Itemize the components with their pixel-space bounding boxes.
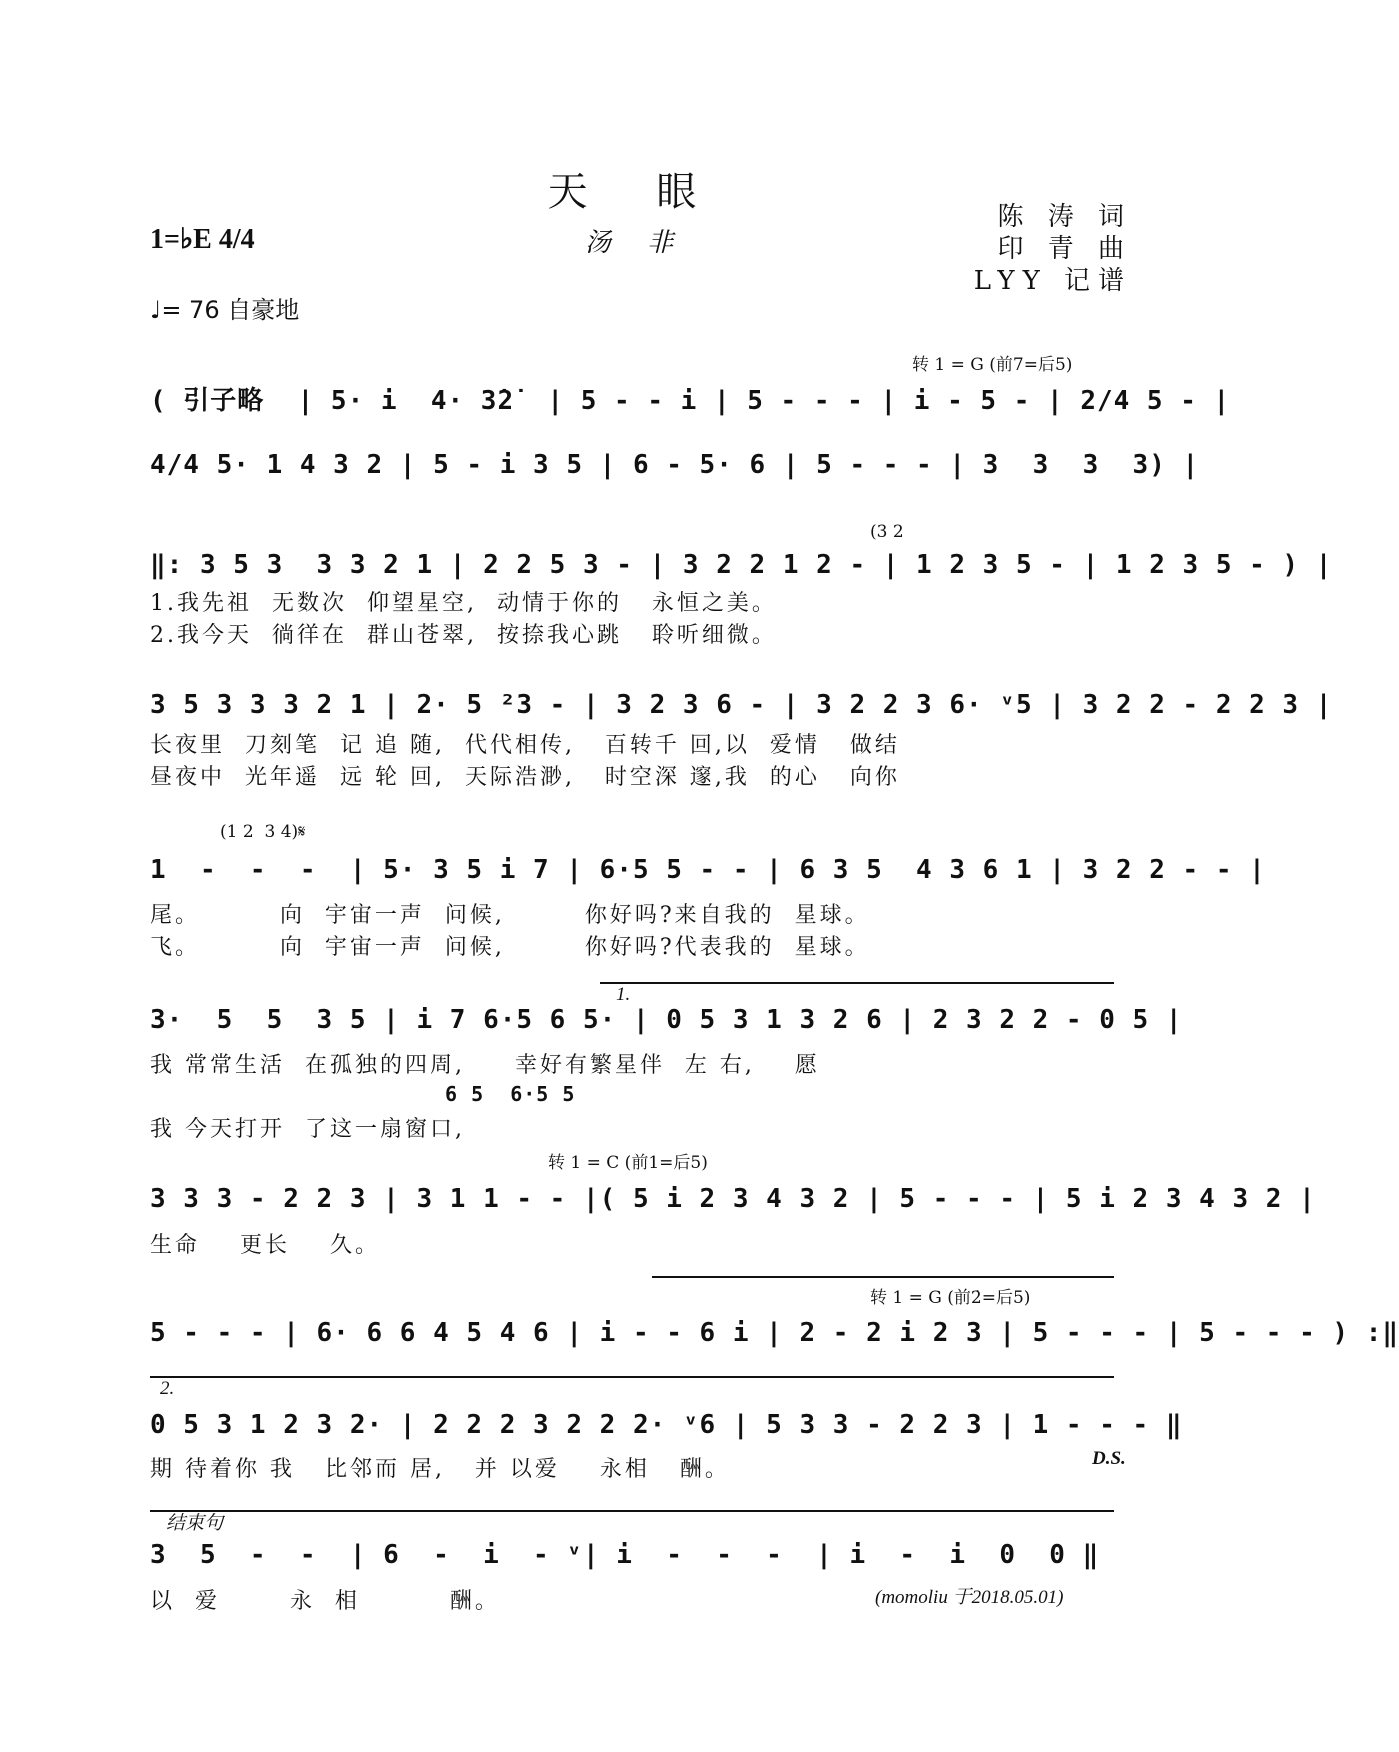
- key-signature: 1=♭E 4/4: [150, 224, 255, 255]
- lyric-row-10: 期 待着你 我 比邻而 居, 并 以爱 永相 酬。: [150, 1457, 730, 1482]
- notation-row-6: 3· 5 5 3 5 | i 7 6·5 6 5· | 0 5 3 1 3 2 6 | 2 3 2 2 - 0 5 |: [150, 1005, 1183, 1035]
- notation-row-5: 1 - - - | 5· 3 5 i 7 | 6·5 5 - - | 6 3 5 4 3 6 1 | 3 2 2 - - |: [150, 855, 1266, 885]
- volta-line-1b: [652, 1276, 1114, 1278]
- transcription-credit: (momoliu 于2018.05.01): [875, 1587, 1064, 1608]
- ending-2-label: 2.: [160, 1378, 175, 1399]
- lyric-row-5: 尾。 向 宇宙一声 问候, 你好吗?来自我的 星球。: [150, 903, 870, 928]
- alternate-notes: 6 5 6·5 5: [445, 1082, 576, 1106]
- notation-row-3: ‖: 3 5 3 3 3 2 1 | 2 2 5 3 - | 3 2 2 1 2 - | 1 2 3 5 - | 1 2 3 5 - ) |: [150, 550, 1333, 580]
- notation-row-8: 5 - - - | 6· 6 6 4 5 4 6 | i - - 6 i | 2 - 2 i 2 3 | 5 - - - | 5 - - - ) :‖: [150, 1318, 1399, 1348]
- transcriber-credit: LYY 记谱: [973, 266, 1132, 296]
- modulation-mark-3: 转 1 = G (前2̇=后5): [870, 1288, 1031, 1308]
- lyric-row-11: 以 爱 永 相 酬。: [150, 1589, 500, 1614]
- ds-mark: D.S.: [1092, 1448, 1126, 1469]
- tempo-marking: ♩= 76 自豪地: [150, 296, 300, 324]
- singer-name: 汤 非: [584, 228, 688, 258]
- lyric-row-9: 生命 更长 久。: [150, 1233, 380, 1258]
- coda-label: 结束句: [166, 1513, 224, 1534]
- notation-row-7: 3 3 3 - 2 2 3 | 3 1 1 - - |( 5 i 2 3 4 3 2 | 5 - - - | 5 i 2 3 4 3 2 |: [150, 1184, 1316, 1214]
- volta-line-1: [600, 982, 1114, 984]
- page-title: 天 眼: [547, 169, 725, 215]
- ending-1-label: 1.: [616, 984, 631, 1005]
- notation-row-4: 3 5 3 3 3 2 1 | 2· 5 ²3 - | 3 2 3 6 - | 3 2 2 3 6· ᵛ5 | 3 2 2 - 2 2 3 |: [150, 690, 1333, 720]
- modulation-mark-2: 转 1 = C (前1=后5): [548, 1153, 708, 1173]
- lyric-row-8: 我 今天打开 了这一扇窗口,: [150, 1117, 465, 1142]
- lyricist-credit: 陈 涛 词: [997, 202, 1132, 232]
- notation-row-9: 0 5 3 1 2 3 2· | 2 2 2 3 2 2 2· ᵛ6 | 5 3 3 - 2 2 3 | 1 - - - ‖: [150, 1410, 1183, 1440]
- lyric-row-4: 昼夜中 光年遥 远 轮 回, 天际浩渺, 时空深 邃,我 的心 向你: [150, 765, 900, 790]
- notation-row-10: 3 5 - - | 6 - i - ᵛ| i - - - | i - i 0 0 ‖: [150, 1540, 1100, 1570]
- lyric-row-7: 我 常常生活 在孤独的四周, 幸好有繁星伴 左 右, 愿: [150, 1053, 820, 1078]
- notation-row-1: ( 引子略 | 5· i 4· 3̇2̇ | 5 - - i | 5 - - - | i - 5 - | 2/4 5 - |: [150, 386, 1231, 416]
- segno-mark: (1 2 3 4)𝄋: [220, 822, 306, 842]
- bracket-mark: (3 2: [870, 522, 904, 542]
- lyric-row-2: 2.我今天 徜徉在 群山苍翠, 按捺我心跳 聆听细微。: [150, 623, 777, 648]
- lyric-row-1: 1.我先祖 无数次 仰望星空, 动情于你的 永恒之美。: [150, 591, 777, 616]
- lyric-row-6: 飞。 向 宇宙一声 问候, 你好吗?代表我的 星球。: [150, 935, 870, 960]
- lyric-row-3: 长夜里 刀刻笔 记 追 随, 代代相传, 百转千 回,以 爱情 做结: [150, 733, 900, 758]
- volta-line-2: [150, 1376, 1114, 1378]
- modulation-mark-1: 转 1 = G (前7=后5): [912, 355, 1073, 375]
- composer-credit: 印 青 曲: [997, 234, 1132, 264]
- notation-row-2: 4/4 5· 1 4 3 2 | 5 - i 3 5 | 6 - 5· 6 | 5 - - - | 3 3 3 3) |: [150, 450, 1200, 480]
- coda-line: [150, 1510, 1114, 1512]
